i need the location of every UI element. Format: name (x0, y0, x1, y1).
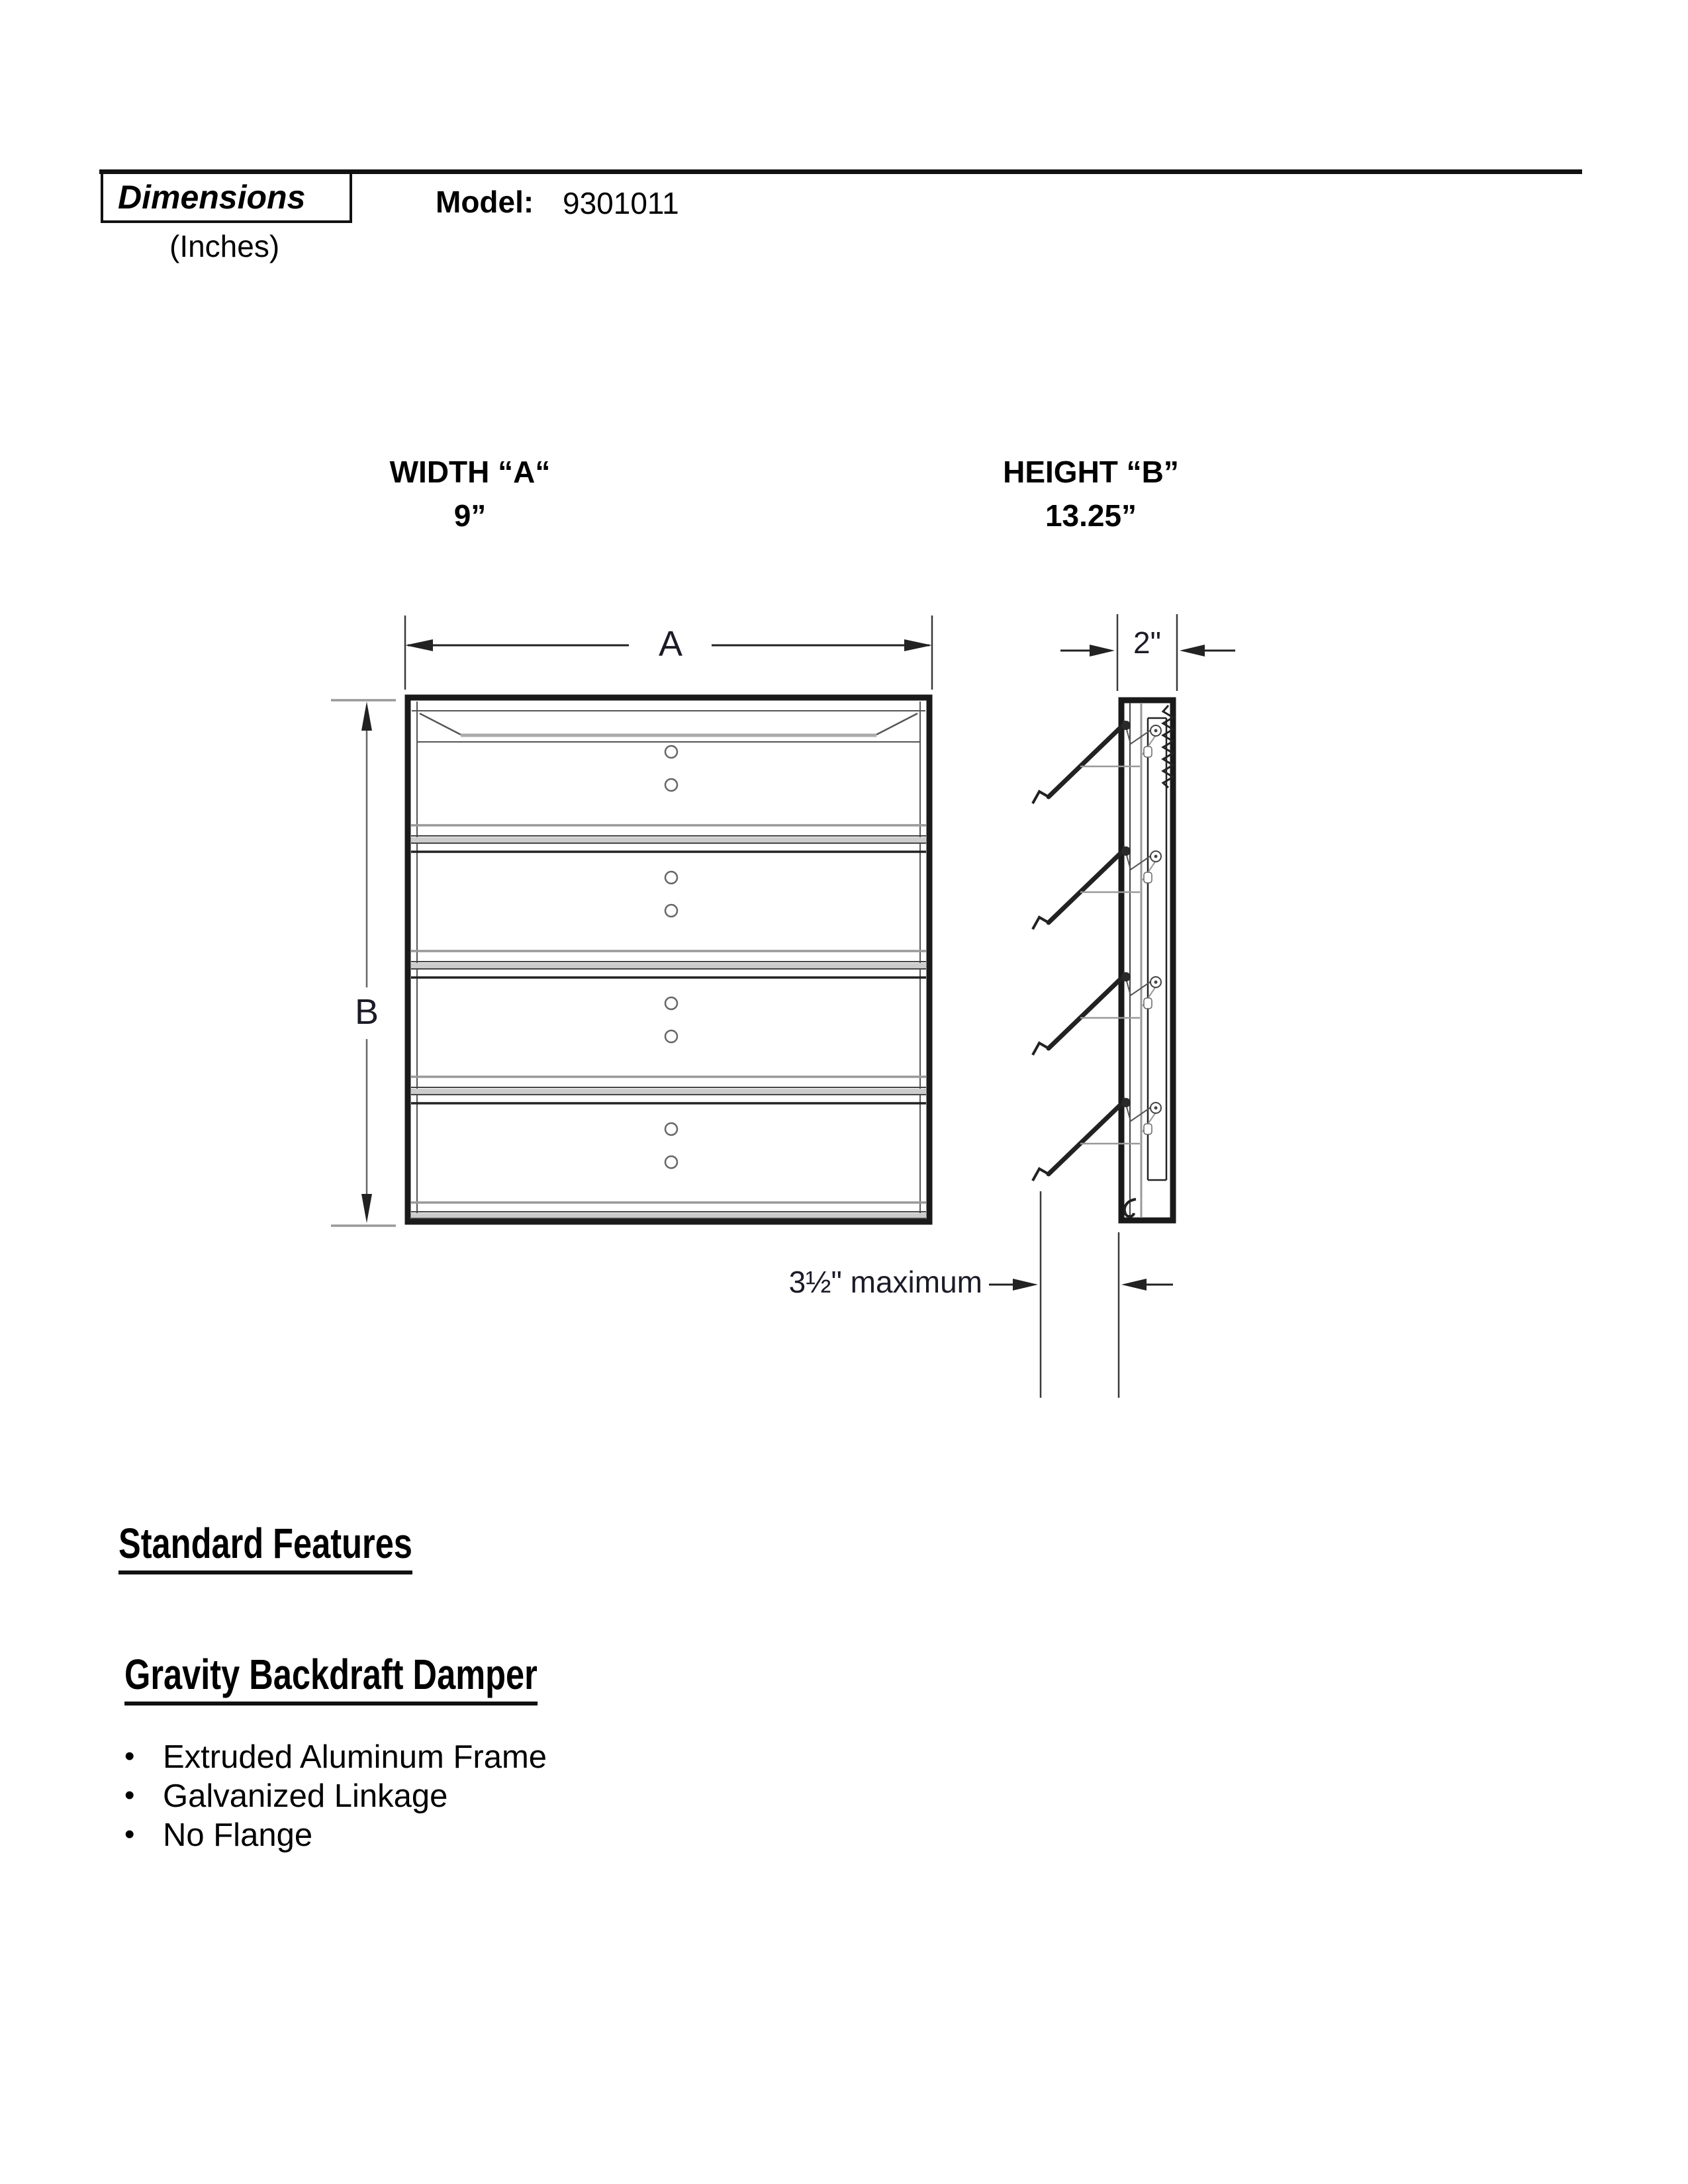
model-value: 9301011 (563, 186, 679, 220)
front-view (331, 615, 932, 1226)
standard-features-text: Standard Features (118, 1522, 412, 1574)
width-label: WIDTH “A“ (389, 455, 551, 489)
list-item (123, 1738, 719, 1777)
dim-a-label: A (658, 624, 683, 664)
dim-max-label: 3½" maximum (788, 1265, 982, 1299)
model-label: Model: (436, 185, 534, 219)
standard-features-heading (118, 1522, 491, 1574)
dim-b-label: B (354, 992, 379, 1032)
height-value: 13.25” (1045, 498, 1137, 533)
feature-text: Galvanized Linkage (163, 1778, 448, 1814)
feature-text: Extruded Aluminum Frame (163, 1739, 547, 1775)
height-label: HEIGHT “B” (1003, 455, 1179, 489)
side-view (989, 614, 1235, 1398)
bullet-icon: • (124, 1740, 135, 1772)
gravity-damper-heading (124, 1653, 647, 1706)
bullet-icon: • (124, 1779, 135, 1811)
list-item (123, 1816, 719, 1855)
width-value: 9” (453, 498, 487, 533)
dim-b (331, 700, 396, 1226)
bullet-icon: • (124, 1818, 135, 1850)
dimensions-title: Dimensions (118, 179, 306, 216)
dimensions-units: (Inches) (169, 229, 280, 263)
feature-text: No Flange (163, 1817, 313, 1853)
feature-list (123, 1738, 719, 1855)
gravity-damper-text: Gravity Backdraft Damper (124, 1653, 538, 1706)
dim-depth-label: 2" (1133, 625, 1161, 660)
list-item (123, 1777, 719, 1816)
